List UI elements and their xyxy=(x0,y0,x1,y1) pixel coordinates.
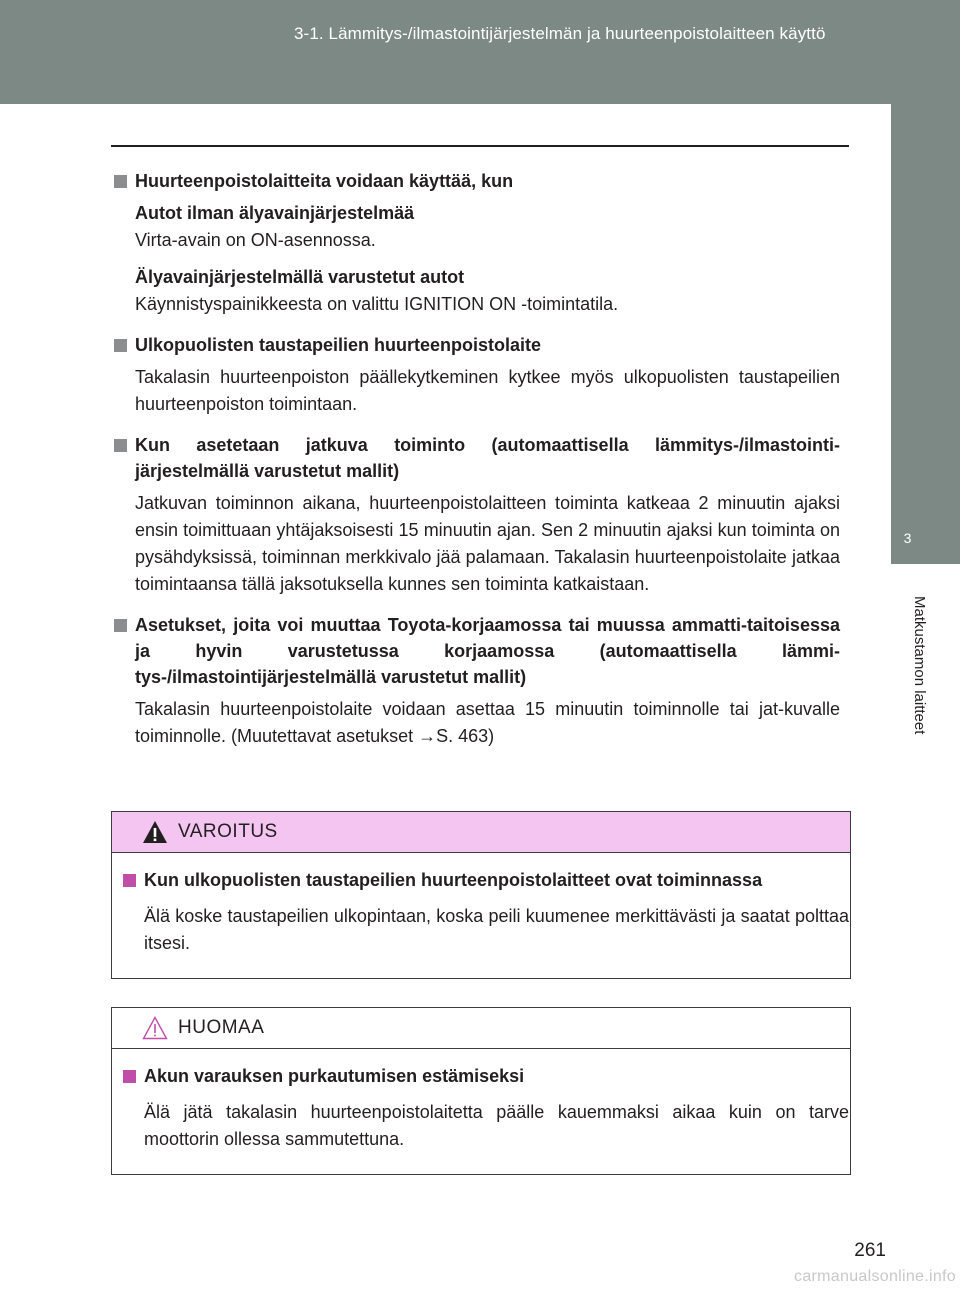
warning-text: Älä koske taustapeilien ulkopintaan, koska peili kuumenee merkittävästi ja saatat polttaa itsesi. xyxy=(144,906,849,953)
square-bullet-icon xyxy=(114,439,127,452)
page-number: 261 xyxy=(854,1240,886,1261)
subsection-heading: Autot ilman älyavainjärjestelmää xyxy=(135,203,415,223)
notice-text: Älä jätä takalasin huurteenpoistolaitetta päälle kauemmaksi aikaa kuin on tarve moottorin ollessa sammutettuna. xyxy=(144,1102,849,1149)
notice-box xyxy=(111,1007,851,1175)
section-text: Takalasin huurteenpoiston päällekytkeminen kytkee myös ulkopuolisten taustapeilien huurteenpoiston toimintaan. xyxy=(135,367,840,414)
section-text: Jatkuvan toiminnon aikana, huurteenpoistolaitteen toiminta katkeaa 2 minuutin ajaksi ensin toimittuaan yhtäjaksoisesti 15 minuutin ajan. Sen 2 minuutin ajaksi kun toiminta on pysähdyksissä, toiminnan merkkivalo jää palamaan. Takalasin huurteenpoistolaite jatkaa toimintaansa tällä jaksotuksella kunnes sen toiminta katkaistaan. xyxy=(135,493,840,594)
section xyxy=(111,168,840,318)
warning-box xyxy=(111,811,851,979)
main-content xyxy=(111,168,840,764)
section-heading: Ulkopuolisten taustapeilien huurteenpoistolaite xyxy=(135,335,542,355)
warning-heading: Kun ulkopuolisten taustapeilien huurteenpoistolaitteet ovat toiminnassa xyxy=(144,870,763,890)
divider xyxy=(111,145,849,147)
watermark: carmanualsonline.info xyxy=(794,1268,956,1285)
square-bullet-icon xyxy=(114,339,127,352)
square-bullet-icon xyxy=(114,619,127,632)
notice-header xyxy=(112,1008,850,1049)
warning-triangle-icon xyxy=(142,820,168,844)
chapter-name: Matkustamon laitteet xyxy=(911,596,928,735)
caution-triangle-icon xyxy=(142,1016,168,1040)
chapter-number: 3 xyxy=(903,530,912,546)
section-title: 3-1. Lämmitys-/ilmastointijärjestelmän ja huurteenpoistolaitteen käyttö xyxy=(294,24,826,43)
warning-header xyxy=(112,812,850,853)
section-text: Takalasin huurteenpoistolaite voidaan asettaa 15 minuutin toiminnolle tai jat-kuvalle toiminnolle. (Muutettavat asetukset →S. 463) xyxy=(135,699,840,746)
header-bar xyxy=(0,0,960,104)
chapter-tab xyxy=(891,104,960,564)
section xyxy=(111,612,840,750)
subsection-text: Virta-avain on ON-asennossa. xyxy=(135,230,376,250)
square-bullet-icon xyxy=(114,175,127,188)
section xyxy=(111,432,840,598)
warning-title: VAROITUS xyxy=(178,821,278,842)
notice-title: HUOMAA xyxy=(178,1017,265,1038)
subsection-text: Käynnistyspainikkeesta on valittu IGNITION ON -toimintatila. xyxy=(135,294,619,314)
square-bullet-icon xyxy=(123,874,136,887)
notice-heading: Akun varauksen purkautumisen estämiseksi xyxy=(144,1066,525,1086)
section xyxy=(111,332,840,418)
section-heading: Kun asetetaan jatkuva toiminto (automaattisella lämmitys-/ilmastointi-järjestelmällä varustetut mallit) xyxy=(135,435,840,481)
section-heading: Asetukset, joita voi muuttaa Toyota-korjaamossa tai muussa ammatti-taitoisessa ja hyvin varustetussa korjaamossa (automaattisella lämmi-tys-/ilmastointijärjestelmällä varustetut mallit) xyxy=(135,615,840,687)
section-heading: Huurteenpoistolaitteita voidaan käyttää, kun xyxy=(135,171,514,191)
subsection-heading: Älyavainjärjestelmällä varustetut autot xyxy=(135,267,465,287)
square-bullet-icon xyxy=(123,1070,136,1083)
